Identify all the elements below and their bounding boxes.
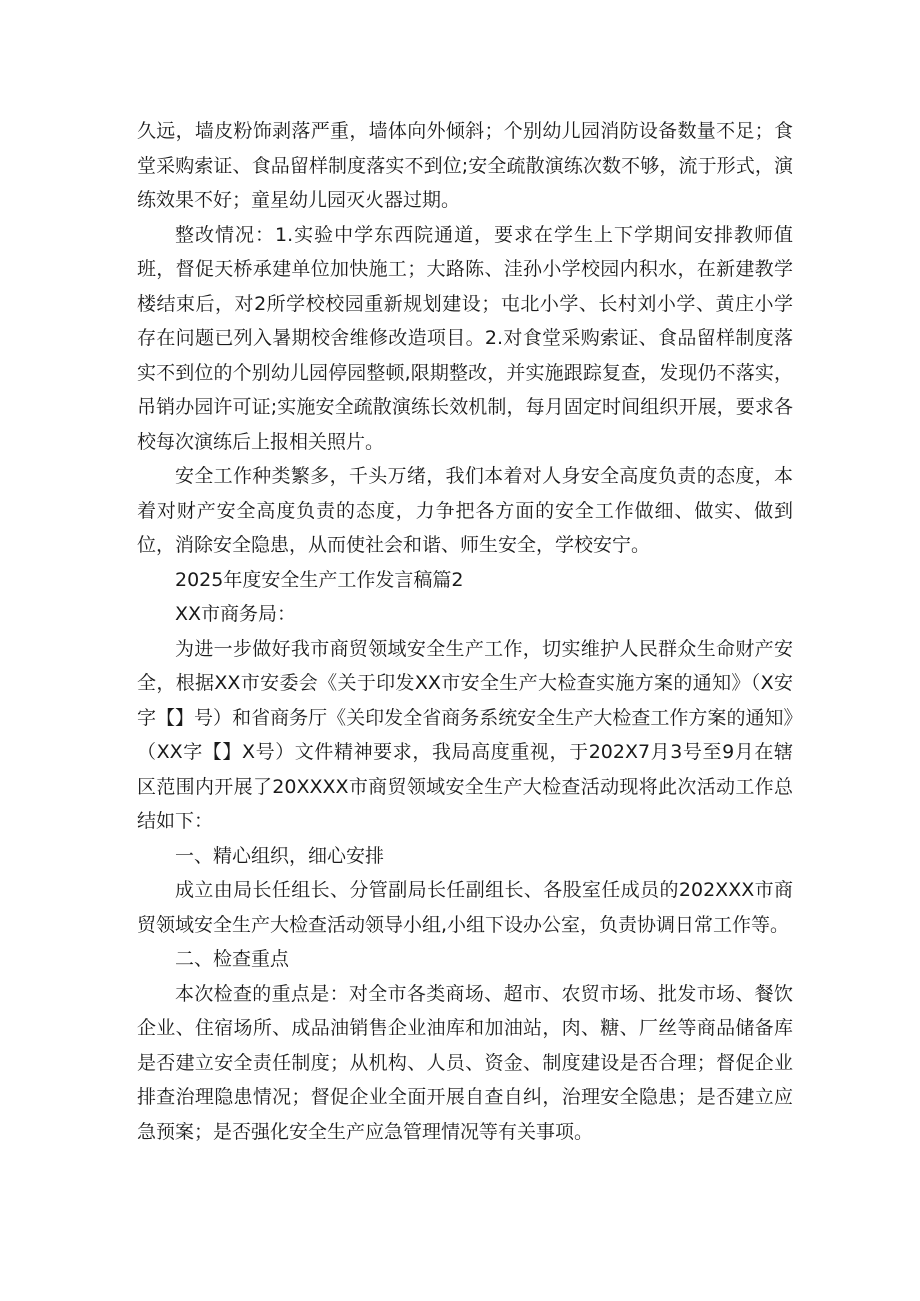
addressee: XX市商务局： bbox=[175, 603, 297, 625]
paragraph-organization: 成立由局长任组长、分管副局长任副组长、各股室任成员的202XXX市商贸领域安全生产大检查活动领导小组,小组下设办公室，负责协调日常工作等。 bbox=[137, 879, 793, 936]
paragraph-intro: 为进一步做好我市商贸领域安全生产工作，切实维护人民群众生命财产安全，根据XX市安委会《关于印发XX市安全生产大检查实施方案的通知》（X安字【】号）和省商务厅《关印发全省商务系统安全生产大检查工作方案的通知》（XX字【】X号）文件精神要求，我局高度重视，于202X7月3号至9月在辖区范围内开展了20XXXX市商贸领域安全生产大检查活动现将此次活动工作总结如下： bbox=[137, 637, 793, 832]
paragraph-summary: 安全工作种类繁多，千头万绪，我们本着对人身安全高度负责的态度，本着对财产安全高度负责的态度，力争把各方面的安全工作做细、做实、做到位，消除安全隐患，从而使社会和谐、师生安全，学校安宁。 bbox=[137, 465, 793, 556]
document-body bbox=[137, 114, 793, 1149]
paragraph-continuation: 久远，墙皮粉饰剥落严重，墙体向外倾斜；个别幼儿园消防设备数量不足；食堂采购索证、食品留样制度落实不到位;安全疏散演练次数不够，流于形式，演练效果不好；童星幼儿园灭火器过期。 bbox=[137, 120, 793, 211]
paragraph-rectification: 整改情况：1.实验中学东西院通道，要求在学生上下学期间安排教师值班，督促天桥承建单位加快施工；大路陈、洼孙小学校园内积水，在新建教学楼结束后，对2所学校校园重新规划建设；屯北小学、长村刘小学、黄庄小学存在问题已列入暑期校舍维修改造项目。2.对食堂采购索证、食品留样制度落实不到位的个别幼儿园停园整顿,限期整改，并实施跟踪复查，发现仍不落实，吊销办园许可证;实施安全疏散演练长效机制，每月固定时间组织开展，要求各校每次演练后上报相关照片。 bbox=[137, 223, 793, 453]
paragraph-inspection-focus: 本次检查的重点是：对全市各类商场、超市、农贸市场、批发市场、餐饮企业、住宿场所、成品油销售企业油库和加油站，肉、糖、厂丝等商品储备库是否建立安全责任制度；从机构、人员、资金、制度建设是否合理；督促企业排查治理隐患情况；督促企业全面开展自查自纠，治理安全隐患；是否建立应急预案；是否强化安全生产应急管理情况等有关事项。 bbox=[137, 982, 793, 1143]
heading-inspection-focus: 二、检查重点 bbox=[175, 948, 290, 970]
section-title: 2025年度安全生产工作发言稿篇2 bbox=[175, 568, 464, 591]
heading-organization: 一、精心组织，细心安排 bbox=[175, 844, 385, 867]
